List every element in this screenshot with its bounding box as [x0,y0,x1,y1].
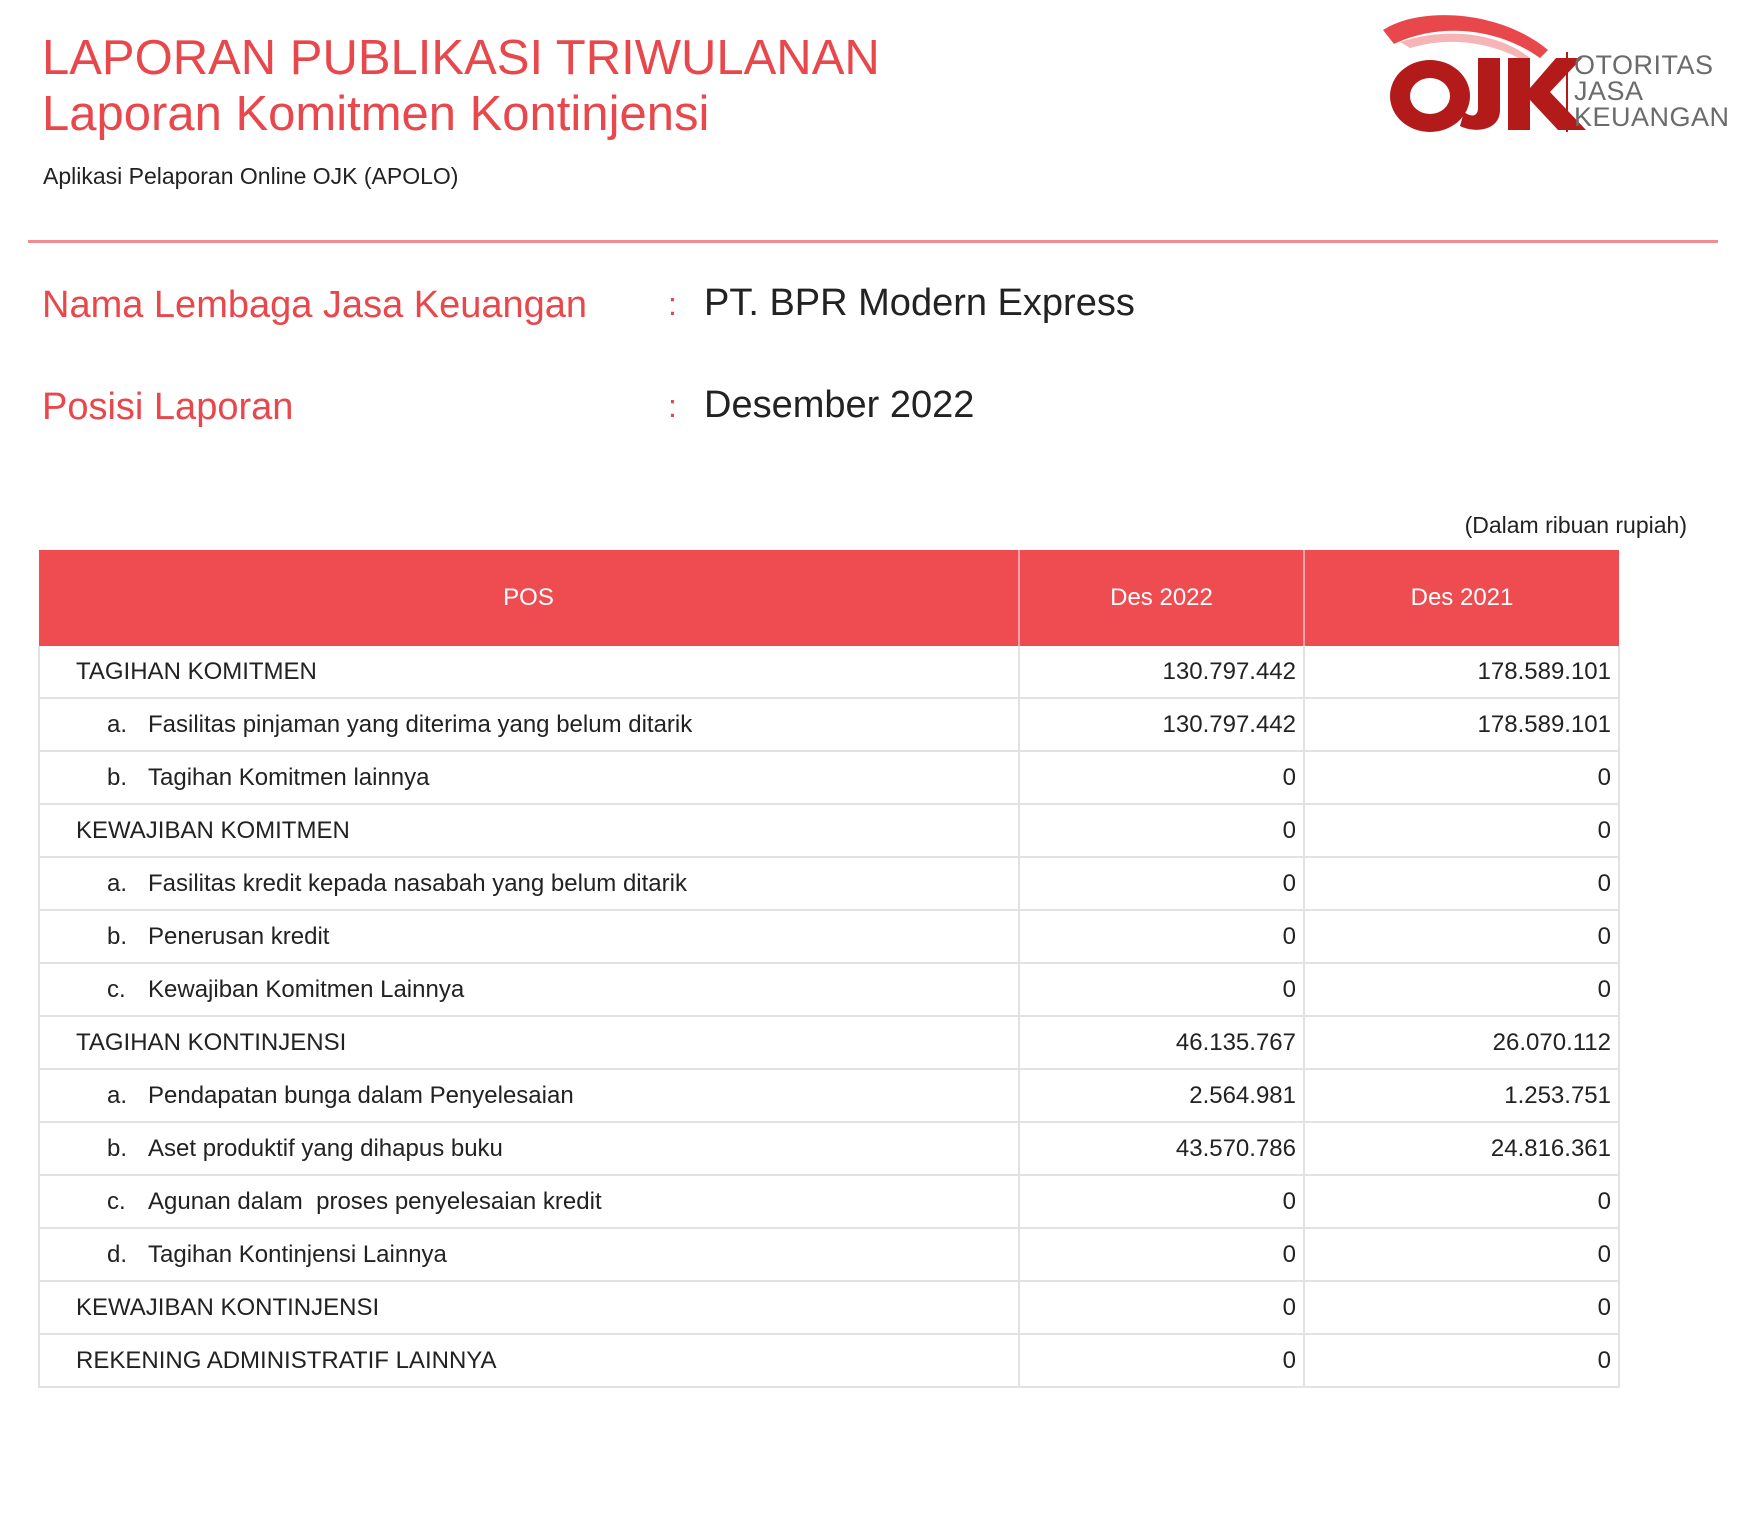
table-row [39,963,1619,1016]
item-label: Fasilitas kredit kepada nasabah yang belum ditarik [148,869,687,897]
value-des-2022: 0 [1019,1175,1304,1228]
pos-cell [39,1122,1019,1175]
item-label: Penerusan kredit [148,922,330,950]
table-row [39,857,1619,910]
value-des-2022: 0 [1019,1334,1304,1387]
value-des-2021: 0 [1304,910,1619,963]
table-row [39,1334,1619,1387]
item-label: Pendapatan bunga dalam Penyelesaian [148,1081,574,1109]
institution-label: Nama Lembaga Jasa Keuangan [42,284,588,326]
pos-cell [39,963,1019,1016]
pos-cell [39,910,1019,963]
pos-cell [39,1334,1019,1387]
period-label: Posisi Laporan [42,386,294,428]
item-label: Tagihan Komitmen lainnya [148,763,430,791]
pos-cell [39,1069,1019,1122]
value-des-2022: 0 [1019,751,1304,804]
value-des-2022: 2.564.981 [1019,1069,1304,1122]
logo-text-line1: OTORITAS [1574,50,1714,80]
item-letter: a. [107,710,128,738]
logo-text-line2: JASA [1574,76,1644,106]
table-body [39,646,1619,1387]
column-header-des-2021: Des 2021 [1304,550,1619,646]
value-des-2022: 0 [1019,963,1304,1016]
pos-cell [39,1228,1019,1281]
column-header-pos: POS [39,550,1019,646]
value-des-2022: 0 [1019,1281,1304,1334]
column-header-des-2022: Des 2022 [1019,550,1304,646]
table-row [39,698,1619,751]
table-row [39,646,1619,698]
table-row [39,1122,1619,1175]
item-label: KEWAJIBAN KOMITMEN [76,816,350,844]
item-label: TAGIHAN KOMITMEN [76,657,317,685]
table-row [39,804,1619,857]
value-des-2021: 0 [1304,1281,1619,1334]
institution-row [42,284,1642,334]
item-label: Tagihan Kontinjensi Lainnya [148,1240,447,1268]
header-divider [28,240,1718,243]
table-row [39,751,1619,804]
value-des-2021: 1.253.751 [1304,1069,1619,1122]
table-row [39,1016,1619,1069]
item-letter: d. [107,1240,128,1268]
item-letter: a. [107,869,128,897]
value-des-2021: 0 [1304,1334,1619,1387]
period-separator: : [668,388,677,424]
logo-text-line3: KEUANGAN [1574,102,1730,132]
report-title: LAPORAN PUBLIKASI TRIWULANAN [42,31,880,85]
value-des-2022: 0 [1019,1228,1304,1281]
institution-separator: : [668,286,677,322]
value-des-2021: 0 [1304,1175,1619,1228]
table-row [39,1281,1619,1334]
item-label: Agunan dalam proses penyelesaian kredit [148,1187,602,1215]
value-des-2021: 26.070.112 [1304,1016,1619,1069]
pos-cell [39,1016,1019,1069]
value-des-2021: 0 [1304,857,1619,910]
report-header [0,0,1737,250]
report-subtitle-title: Laporan Komitmen Kontinjensi [42,87,710,141]
value-des-2022: 43.570.786 [1019,1122,1304,1175]
pos-cell [39,1175,1019,1228]
item-letter: c. [107,975,126,1003]
pos-cell [39,857,1019,910]
value-des-2022: 130.797.442 [1019,646,1304,698]
item-label: Fasilitas pinjaman yang diterima yang belum ditarik [148,710,693,738]
institution-value: PT. BPR Modern Express [704,282,1135,324]
value-des-2021: 0 [1304,804,1619,857]
table-row [39,1175,1619,1228]
value-des-2021: 0 [1304,963,1619,1016]
item-label: KEWAJIBAN KONTINJENSI [76,1293,380,1321]
application-name: Aplikasi Pelaporan Online OJK (APOLO) [43,163,459,189]
item-label: TAGIHAN KONTINJENSI [76,1028,347,1056]
table-row [39,910,1619,963]
item-label: Aset produktif yang dihapus buku [148,1134,503,1162]
unit-note: (Dalam ribuan rupiah) [1464,512,1687,538]
value-des-2022: 0 [1019,910,1304,963]
period-row [42,386,1642,436]
value-des-2021: 0 [1304,1228,1619,1281]
item-letter: b. [107,1134,128,1162]
pos-cell [39,804,1019,857]
item-letter: b. [107,922,128,950]
logo-wordmark [1574,52,1730,130]
item-letter: a. [107,1081,128,1109]
value-des-2021: 178.589.101 [1304,646,1619,698]
commitment-contingency-table [38,550,1620,1388]
value-des-2022: 130.797.442 [1019,698,1304,751]
item-letter: b. [107,763,128,791]
period-value: Desember 2022 [704,384,975,426]
pos-cell [39,751,1019,804]
value-des-2022: 46.135.767 [1019,1016,1304,1069]
value-des-2021: 0 [1304,751,1619,804]
pos-cell [39,1281,1019,1334]
item-label: REKENING ADMINISTRATIF LAINNYA [76,1346,497,1374]
pos-cell [39,698,1019,751]
value-des-2021: 178.589.101 [1304,698,1619,751]
item-letter: c. [107,1187,126,1215]
table-header-row [39,550,1619,646]
value-des-2022: 0 [1019,804,1304,857]
pos-cell [39,646,1019,698]
table-row [39,1228,1619,1281]
item-label: Kewajiban Komitmen Lainnya [148,975,465,1003]
value-des-2022: 0 [1019,857,1304,910]
value-des-2021: 24.816.361 [1304,1122,1619,1175]
table-row [39,1069,1619,1122]
